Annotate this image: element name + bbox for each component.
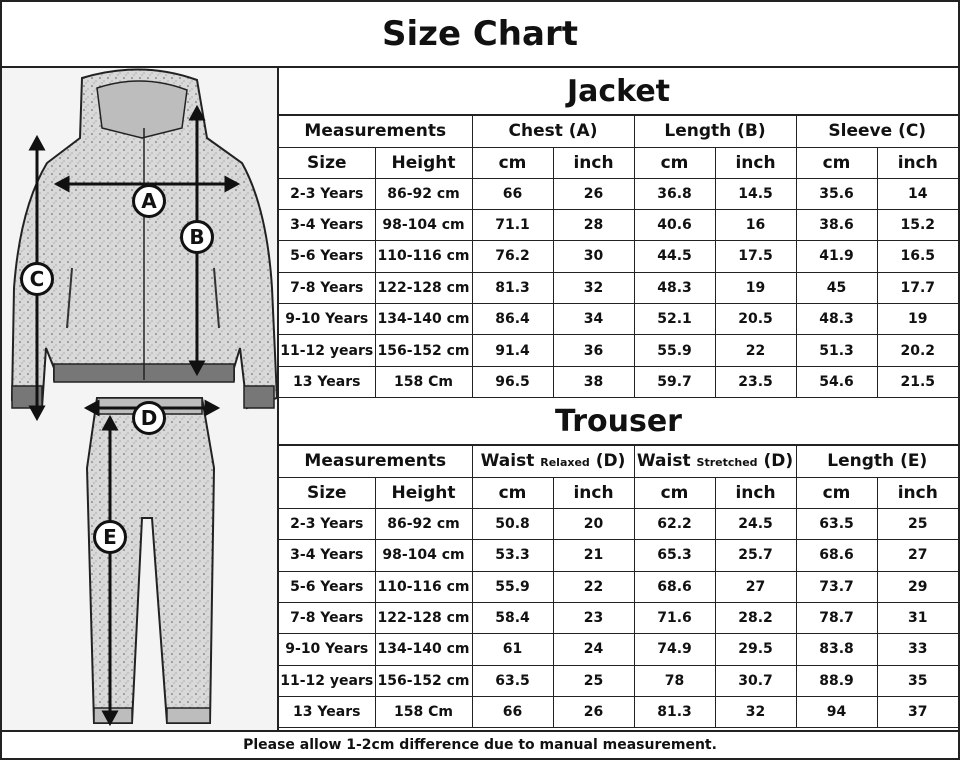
trouser-cell-c2: 23 <box>553 602 634 633</box>
jacket-cell-c4: 17.5 <box>715 241 796 272</box>
trouser-cell-c4: 28.2 <box>715 602 796 633</box>
marker-a: A <box>132 184 166 218</box>
jacket-cell-c5: 54.6 <box>796 366 877 397</box>
jacket-rows <box>279 178 958 398</box>
jacket-cell-c2: 28 <box>553 209 634 240</box>
jacket-cell-c5: 35.6 <box>796 178 877 209</box>
jacket-sub-header-row <box>279 147 958 178</box>
jacket-cell-c5: 45 <box>796 272 877 303</box>
jacket-col-chest-inch: inch <box>553 147 634 178</box>
jacket-cell-c5: 38.6 <box>796 209 877 240</box>
trouser-header-measurements: Measurements <box>279 446 472 477</box>
jacket-col-length-inch: inch <box>715 147 796 178</box>
marker-c: C <box>20 262 54 296</box>
trouser-cell-c6: 33 <box>877 634 958 665</box>
jacket-cell-c5: 41.9 <box>796 241 877 272</box>
jacket-cell-c2: 36 <box>553 335 634 366</box>
jacket-cell-height: 134-140 cm <box>375 304 472 335</box>
jacket-cell-height: 156-152 cm <box>375 335 472 366</box>
trouser-cell-size: 11-12 years <box>279 665 375 696</box>
trouser-drawing <box>87 398 214 723</box>
waist-stretched-tag: (D) <box>763 451 794 472</box>
jacket-cell-c2: 26 <box>553 178 634 209</box>
trouser-cell-size: 9-10 Years <box>279 634 375 665</box>
page-title: Size Chart <box>2 2 958 68</box>
trouser-cell-c4: 24.5 <box>715 508 796 539</box>
jacket-header-length: Length (B) <box>634 116 796 147</box>
table-row <box>279 571 958 602</box>
jacket-cell-size: 2-3 Years <box>279 178 375 209</box>
jacket-cell-c3: 59.7 <box>634 366 715 397</box>
jacket-cell-c3: 40.6 <box>634 209 715 240</box>
trouser-col-len-cm: cm <box>796 477 877 508</box>
jacket-cell-size: 5-6 Years <box>279 241 375 272</box>
marker-e: E <box>93 520 127 554</box>
jacket-cell-c2: 38 <box>553 366 634 397</box>
trouser-cell-c6: 31 <box>877 602 958 633</box>
trouser-cell-c6: 29 <box>877 571 958 602</box>
jacket-cell-c1: 71.1 <box>472 209 553 240</box>
jacket-cell-c5: 51.3 <box>796 335 877 366</box>
trouser-cell-c5: 94 <box>796 697 877 728</box>
jacket-cell-c1: 76.2 <box>472 241 553 272</box>
marker-b: B <box>180 220 214 254</box>
jacket-cell-c4: 22 <box>715 335 796 366</box>
table-row <box>279 665 958 696</box>
jacket-cell-c6: 15.2 <box>877 209 958 240</box>
trouser-cell-c6: 37 <box>877 697 958 728</box>
jacket-header-sleeve: Sleeve (C) <box>796 116 958 147</box>
waist-stretched-small: Stretched <box>696 456 758 470</box>
trouser-cell-size: 7-8 Years <box>279 602 375 633</box>
trouser-cell-c3: 62.2 <box>634 508 715 539</box>
table-row <box>279 272 958 303</box>
trouser-cell-c5: 68.6 <box>796 540 877 571</box>
jacket-cell-c6: 16.5 <box>877 241 958 272</box>
jacket-cell-c4: 20.5 <box>715 304 796 335</box>
trouser-cell-c3: 65.3 <box>634 540 715 571</box>
trouser-cell-c1: 50.8 <box>472 508 553 539</box>
trouser-cell-c4: 29.5 <box>715 634 796 665</box>
trouser-cell-size: 2-3 Years <box>279 508 375 539</box>
jacket-group-header-row <box>279 116 958 147</box>
trouser-col-height: Height <box>375 477 472 508</box>
jacket-cell-c3: 52.1 <box>634 304 715 335</box>
table-row <box>279 209 958 240</box>
trouser-cell-height: 110-116 cm <box>375 571 472 602</box>
jacket-cell-c1: 91.4 <box>472 335 553 366</box>
trouser-cell-height: 98-104 cm <box>375 540 472 571</box>
trouser-sub-header-row <box>279 477 958 508</box>
trouser-cell-height: 86-92 cm <box>375 508 472 539</box>
table-row <box>279 241 958 272</box>
jacket-cell-size: 9-10 Years <box>279 304 375 335</box>
table-row <box>279 178 958 209</box>
waist-relaxed-main: Waist <box>480 451 535 472</box>
jacket-cell-size: 3-4 Years <box>279 209 375 240</box>
trouser-cell-c1: 66 <box>472 697 553 728</box>
trouser-cell-c1: 58.4 <box>472 602 553 633</box>
jacket-title: Jacket <box>279 68 958 116</box>
jacket-cell-c5: 48.3 <box>796 304 877 335</box>
trouser-cell-c2: 22 <box>553 571 634 602</box>
jacket-col-height: Height <box>375 147 472 178</box>
trouser-group-header-row <box>279 446 958 477</box>
jacket-col-size: Size <box>279 147 375 178</box>
trouser-cell-size: 13 Years <box>279 697 375 728</box>
jacket-cell-c1: 81.3 <box>472 272 553 303</box>
jacket-cell-c6: 14 <box>877 178 958 209</box>
trouser-cell-c3: 78 <box>634 665 715 696</box>
trouser-cell-c3: 74.9 <box>634 634 715 665</box>
jacket-cell-c4: 23.5 <box>715 366 796 397</box>
jacket-cell-size: 13 Years <box>279 366 375 397</box>
jacket-cell-size: 11-12 years <box>279 335 375 366</box>
trouser-cell-size: 3-4 Years <box>279 540 375 571</box>
size-tables <box>279 68 958 730</box>
jacket-header-chest: Chest (A) <box>472 116 634 147</box>
marker-d: D <box>132 401 166 435</box>
jacket-cell-size: 7-8 Years <box>279 272 375 303</box>
trouser-cell-c5: 73.7 <box>796 571 877 602</box>
trouser-cell-c4: 27 <box>715 571 796 602</box>
trouser-cell-c1: 53.3 <box>472 540 553 571</box>
trouser-cell-c6: 35 <box>877 665 958 696</box>
jacket-cell-height: 98-104 cm <box>375 209 472 240</box>
waist-relaxed-small: Relaxed <box>540 456 590 470</box>
jacket-col-sleeve-cm: cm <box>796 147 877 178</box>
trouser-col-w2-inch: inch <box>715 477 796 508</box>
trouser-col-w1-cm: cm <box>472 477 553 508</box>
table-row <box>279 304 958 335</box>
jacket-col-sleeve-inch: inch <box>877 147 958 178</box>
trouser-cell-c1: 55.9 <box>472 571 553 602</box>
jacket-cell-height: 158 Cm <box>375 366 472 397</box>
trouser-cell-c5: 63.5 <box>796 508 877 539</box>
table-row <box>279 540 958 571</box>
trouser-col-w2-cm: cm <box>634 477 715 508</box>
trouser-cell-c3: 68.6 <box>634 571 715 602</box>
jacket-cell-c3: 36.8 <box>634 178 715 209</box>
trouser-header-length: Length (E) <box>796 446 958 477</box>
trouser-cell-c4: 25.7 <box>715 540 796 571</box>
jacket-drawing <box>12 69 277 408</box>
waist-stretched-main: Waist <box>636 451 691 472</box>
jacket-header-measurements: Measurements <box>279 116 472 147</box>
trouser-col-len-inch: inch <box>877 477 958 508</box>
table-row <box>279 508 958 539</box>
jacket-col-length-cm: cm <box>634 147 715 178</box>
jacket-cell-c6: 19 <box>877 304 958 335</box>
jacket-cell-height: 86-92 cm <box>375 178 472 209</box>
trouser-cell-c6: 25 <box>877 508 958 539</box>
trouser-header-waist-stretched <box>634 446 796 477</box>
footer-note: Please allow 1-2cm difference due to manual measurement. <box>2 730 958 758</box>
jacket-cell-c1: 86.4 <box>472 304 553 335</box>
jacket-cell-height: 122-128 cm <box>375 272 472 303</box>
jacket-cell-c3: 44.5 <box>634 241 715 272</box>
garment-illustration <box>2 68 279 730</box>
jacket-cell-c6: 21.5 <box>877 366 958 397</box>
waist-relaxed-tag: (D) <box>595 451 626 472</box>
jacket-cell-c1: 96.5 <box>472 366 553 397</box>
trouser-table <box>279 446 958 728</box>
trouser-cell-c2: 26 <box>553 697 634 728</box>
jacket-cell-height: 110-116 cm <box>375 241 472 272</box>
jacket-cell-c3: 55.9 <box>634 335 715 366</box>
jacket-cell-c4: 14.5 <box>715 178 796 209</box>
jacket-cell-c2: 30 <box>553 241 634 272</box>
trouser-cell-c5: 83.8 <box>796 634 877 665</box>
trouser-cell-c2: 24 <box>553 634 634 665</box>
trouser-cell-c5: 88.9 <box>796 665 877 696</box>
trouser-cell-height: 158 Cm <box>375 697 472 728</box>
trouser-cell-c1: 61 <box>472 634 553 665</box>
jacket-cell-c4: 16 <box>715 209 796 240</box>
trouser-cell-c3: 81.3 <box>634 697 715 728</box>
jacket-cell-c3: 48.3 <box>634 272 715 303</box>
trouser-cell-c1: 63.5 <box>472 665 553 696</box>
trouser-col-w1-inch: inch <box>553 477 634 508</box>
table-row <box>279 602 958 633</box>
tracksuit-drawing <box>2 68 279 730</box>
trouser-cell-c2: 21 <box>553 540 634 571</box>
jacket-col-chest-cm: cm <box>472 147 553 178</box>
trouser-cell-c2: 25 <box>553 665 634 696</box>
trouser-cell-height: 122-128 cm <box>375 602 472 633</box>
trouser-rows <box>279 508 958 728</box>
jacket-cell-c6: 17.7 <box>877 272 958 303</box>
table-row <box>279 697 958 728</box>
table-row <box>279 366 958 397</box>
jacket-cell-c2: 34 <box>553 304 634 335</box>
trouser-col-size: Size <box>279 477 375 508</box>
jacket-cell-c6: 20.2 <box>877 335 958 366</box>
trouser-title: Trouser <box>279 398 958 446</box>
trouser-header-waist-relaxed <box>472 446 634 477</box>
table-row <box>279 335 958 366</box>
trouser-cell-c5: 78.7 <box>796 602 877 633</box>
jacket-cell-c1: 66 <box>472 178 553 209</box>
trouser-cell-c2: 20 <box>553 508 634 539</box>
trouser-cell-c4: 32 <box>715 697 796 728</box>
jacket-cell-c2: 32 <box>553 272 634 303</box>
trouser-cell-c6: 27 <box>877 540 958 571</box>
jacket-table <box>279 116 958 398</box>
trouser-cell-height: 134-140 cm <box>375 634 472 665</box>
trouser-cell-size: 5-6 Years <box>279 571 375 602</box>
jacket-cell-c4: 19 <box>715 272 796 303</box>
trouser-cell-c3: 71.6 <box>634 602 715 633</box>
trouser-cell-c4: 30.7 <box>715 665 796 696</box>
trouser-cell-height: 156-152 cm <box>375 665 472 696</box>
table-row <box>279 634 958 665</box>
